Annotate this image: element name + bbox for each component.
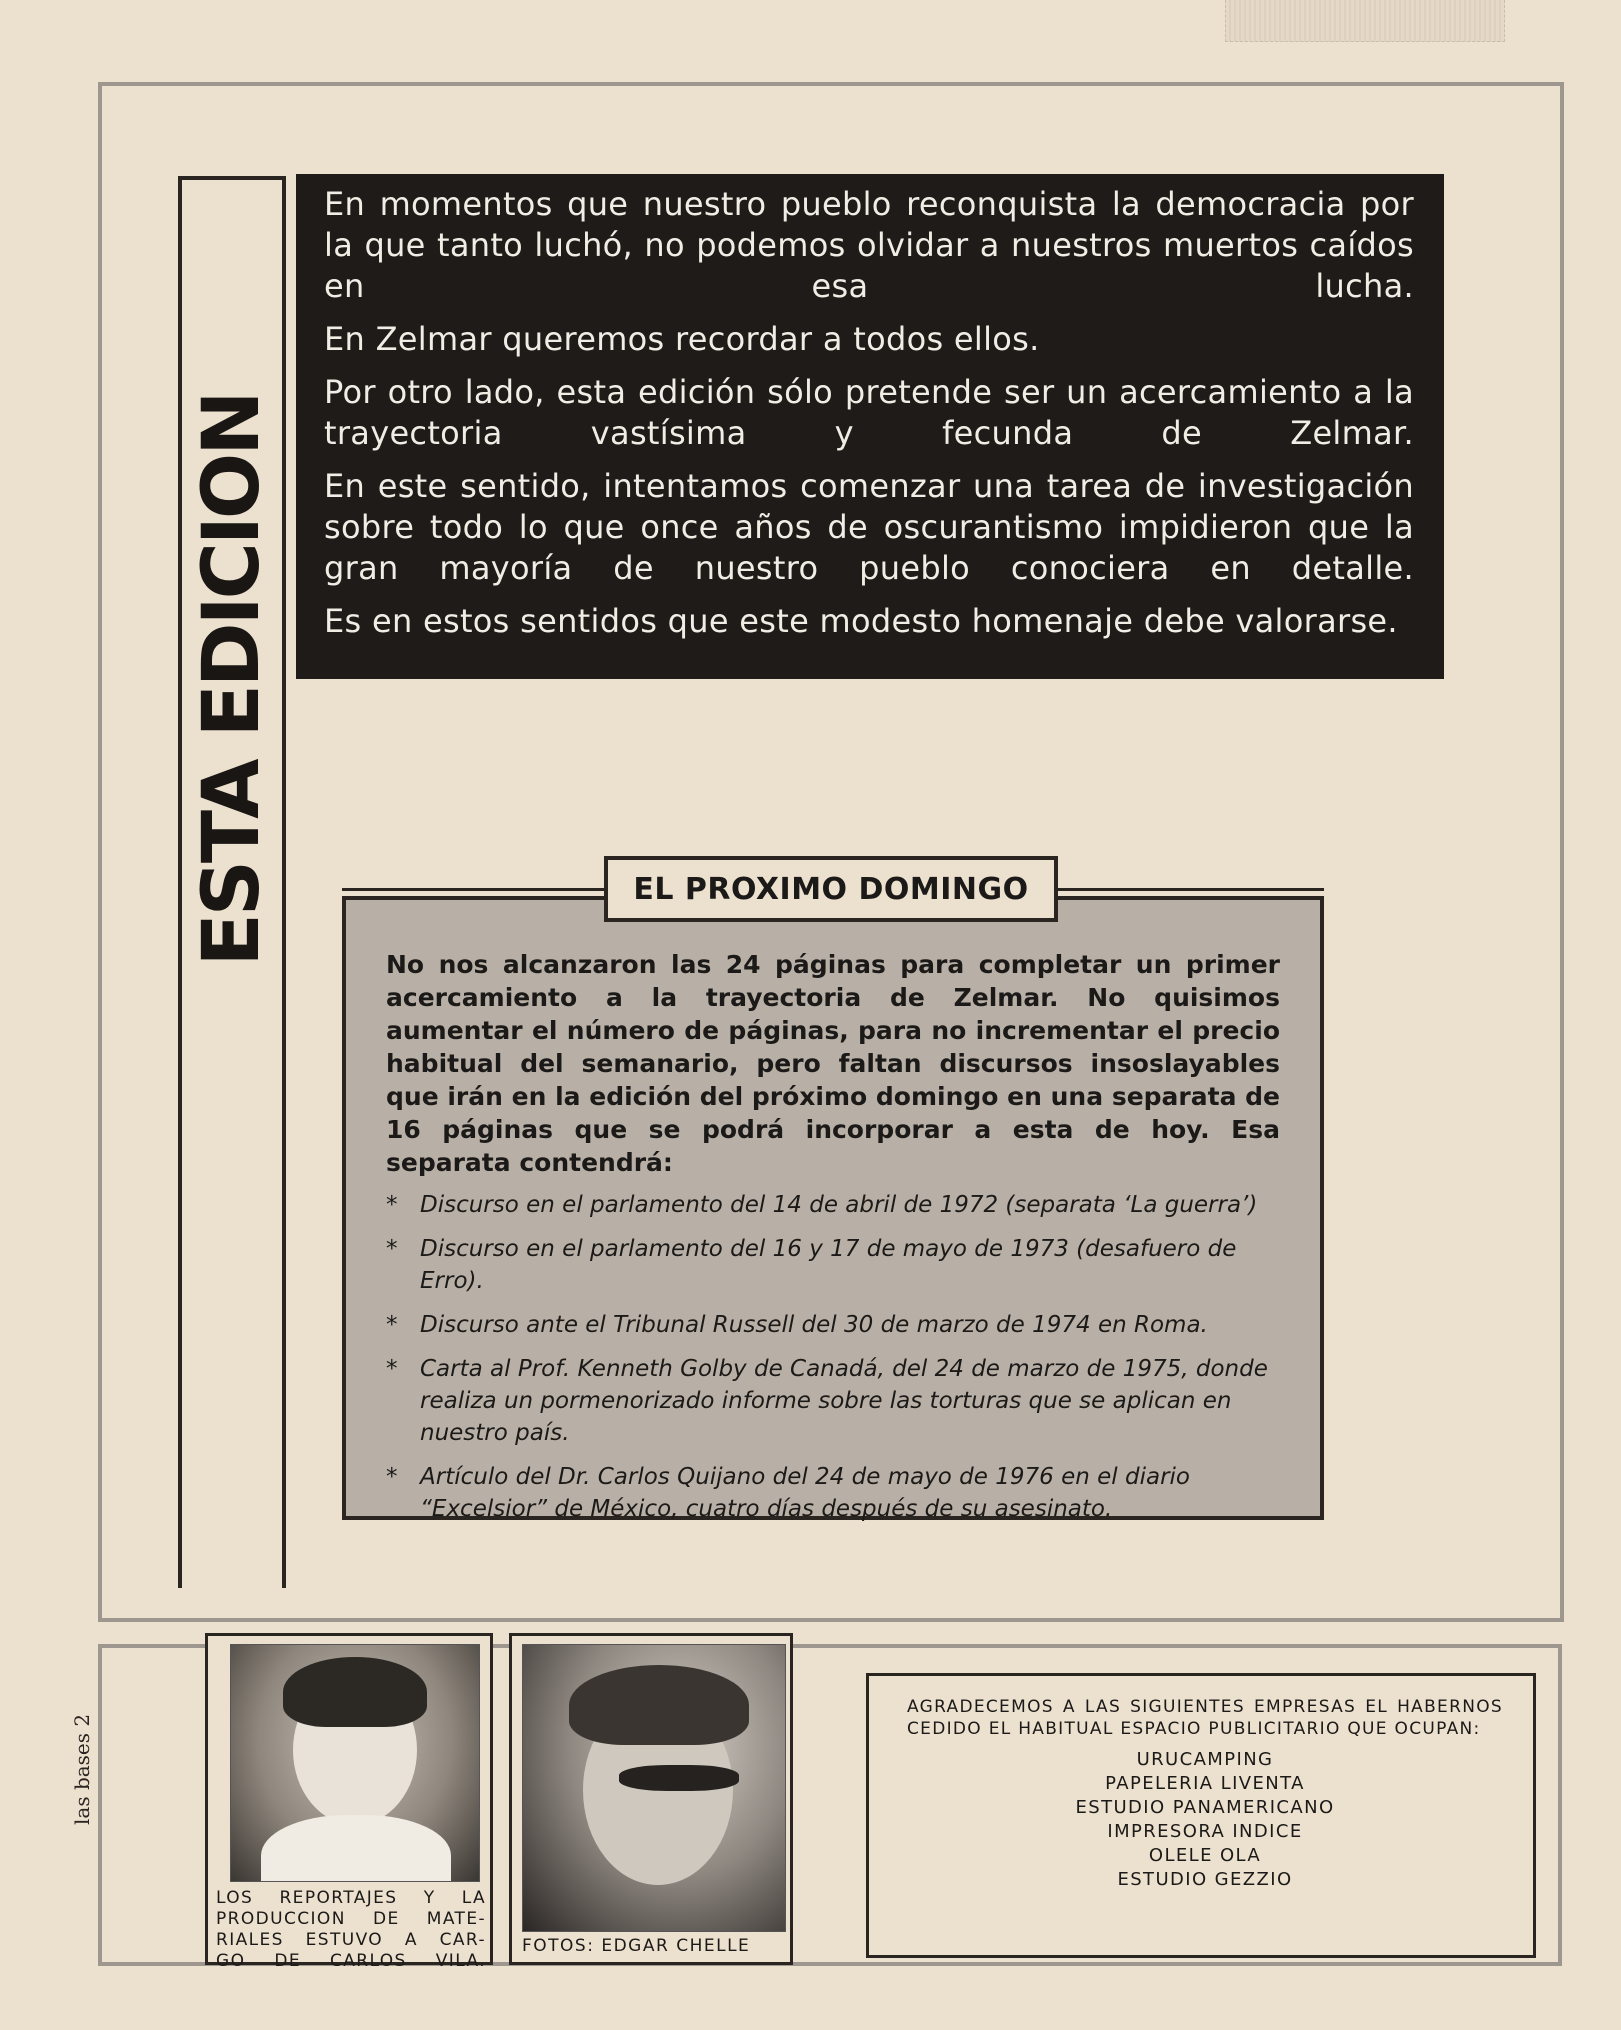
list-item: OLELE OLA bbox=[1148, 1845, 1262, 1866]
list-item: PAPELERIA LIVENTA bbox=[1105, 1773, 1305, 1794]
fotos-caption: FOTOS: EDGAR CHELLE bbox=[522, 1936, 751, 1956]
list-item: * Discurso en el parlamento del 14 de abril de 1972 (separata ‘La guerra’) bbox=[386, 1189, 1280, 1221]
top-decorative-strip bbox=[1225, 0, 1505, 42]
thanks-intro: AGRADECEMOS A LAS SIGUIENTES EMPRESAS EL HABERNOS CEDIDO EL HABITUAL ESPACIO PUBLICITARIO QUE OCUPAN: bbox=[907, 1697, 1503, 1739]
title-rule-right bbox=[1056, 888, 1324, 891]
bottom-frame-left-rule bbox=[98, 1644, 102, 1966]
credits-caption: LOS REPORTAJES Y LA PRODUCCION DE MATE- RIALES ESTUVO A CAR- GO DE CARLOS VILA. bbox=[216, 1888, 486, 1971]
list-item: * Discurso ante el Tribunal Russell del 30 de marzo de 1974 en Roma. bbox=[386, 1309, 1280, 1341]
list-item: URUCAMPING bbox=[1136, 1749, 1274, 1770]
list-item: * Carta al Prof. Kenneth Golby de Canadá, del 24 de marzo de 1975, donde realiza un pormenorizado informe sobre las torturas que se aplican en nuestro país. bbox=[386, 1353, 1280, 1449]
bullet-star: * bbox=[386, 1236, 398, 1262]
bullet-star: * bbox=[386, 1464, 398, 1490]
proximo-domingo-title: EL PROXIMO DOMINGO bbox=[604, 856, 1058, 922]
intro-paragraph: En Zelmar queremos recordar a todos ellos. bbox=[324, 320, 1040, 358]
proximo-domingo-lead: No nos alcanzaron las 24 páginas para completar un primer acercamiento a la trayectoria de Zelmar. No quisimos aumentar el número de páginas, para no incrementar el precio habitual del semanario, pero faltan discursos insoslayables que irán en la edición del próximo domingo en una separata de 16 páginas que se podrá incorporar a esta de hoy. Esa separata contendrá: bbox=[386, 950, 1280, 1177]
intro-paragraph: En este sentido, intentamos comenzar una tarea de investigación sobre todo lo que once años de oscurantismo impidieron que la gran mayoría de nuestro pueblo conociera en detalle. bbox=[324, 467, 1414, 587]
side-title-text: ESTA EDICION bbox=[187, 393, 277, 967]
portrait-photo bbox=[522, 1644, 786, 1932]
list-item: ESTUDIO PANAMERICANO bbox=[1075, 1797, 1335, 1818]
bullet-star: * bbox=[386, 1192, 398, 1218]
proximo-domingo-box bbox=[342, 896, 1324, 1520]
list-item: * Artículo del Dr. Carlos Quijano del 24 de mayo de 1976 en el diario “Excelsior” de México, cuatro días después de su asesinato. bbox=[386, 1461, 1280, 1525]
intro-paragraph: En momentos que nuestro pueblo reconquista la democracia por la que tanto luchó, no podemos olvidar a nuestros muertos caídos en esa lucha. bbox=[324, 185, 1414, 305]
intro-paragraph: Es en estos sentidos que este modesto homenaje debe valorarse. bbox=[324, 602, 1398, 640]
photo-card-edgar-chelle bbox=[509, 1633, 793, 1965]
company-list bbox=[907, 1748, 1503, 1892]
list-item: IMPRESORA INDICE bbox=[1107, 1821, 1303, 1842]
page-number-text: las bases 2 bbox=[70, 1713, 94, 1825]
bullet-star: * bbox=[386, 1356, 398, 1382]
photo-card-carlos-vila bbox=[205, 1633, 493, 1971]
list-item: ESTUDIO GEZZIO bbox=[1117, 1869, 1293, 1890]
intro-box bbox=[296, 174, 1444, 679]
title-rule-left bbox=[342, 888, 608, 891]
proximo-domingo-list bbox=[386, 1189, 1280, 1525]
bullet-star: * bbox=[386, 1312, 398, 1338]
thanks-box bbox=[866, 1673, 1536, 1958]
intro-paragraph: Por otro lado, esta edición sólo pretende ser un acercamiento a la trayectoria vastísima y fecunda de Zelmar. bbox=[324, 373, 1414, 452]
portrait-photo bbox=[230, 1644, 480, 1882]
list-item: * Discurso en el parlamento del 16 y 17 de mayo de 1973 (desafuero de Erro). bbox=[386, 1233, 1280, 1297]
